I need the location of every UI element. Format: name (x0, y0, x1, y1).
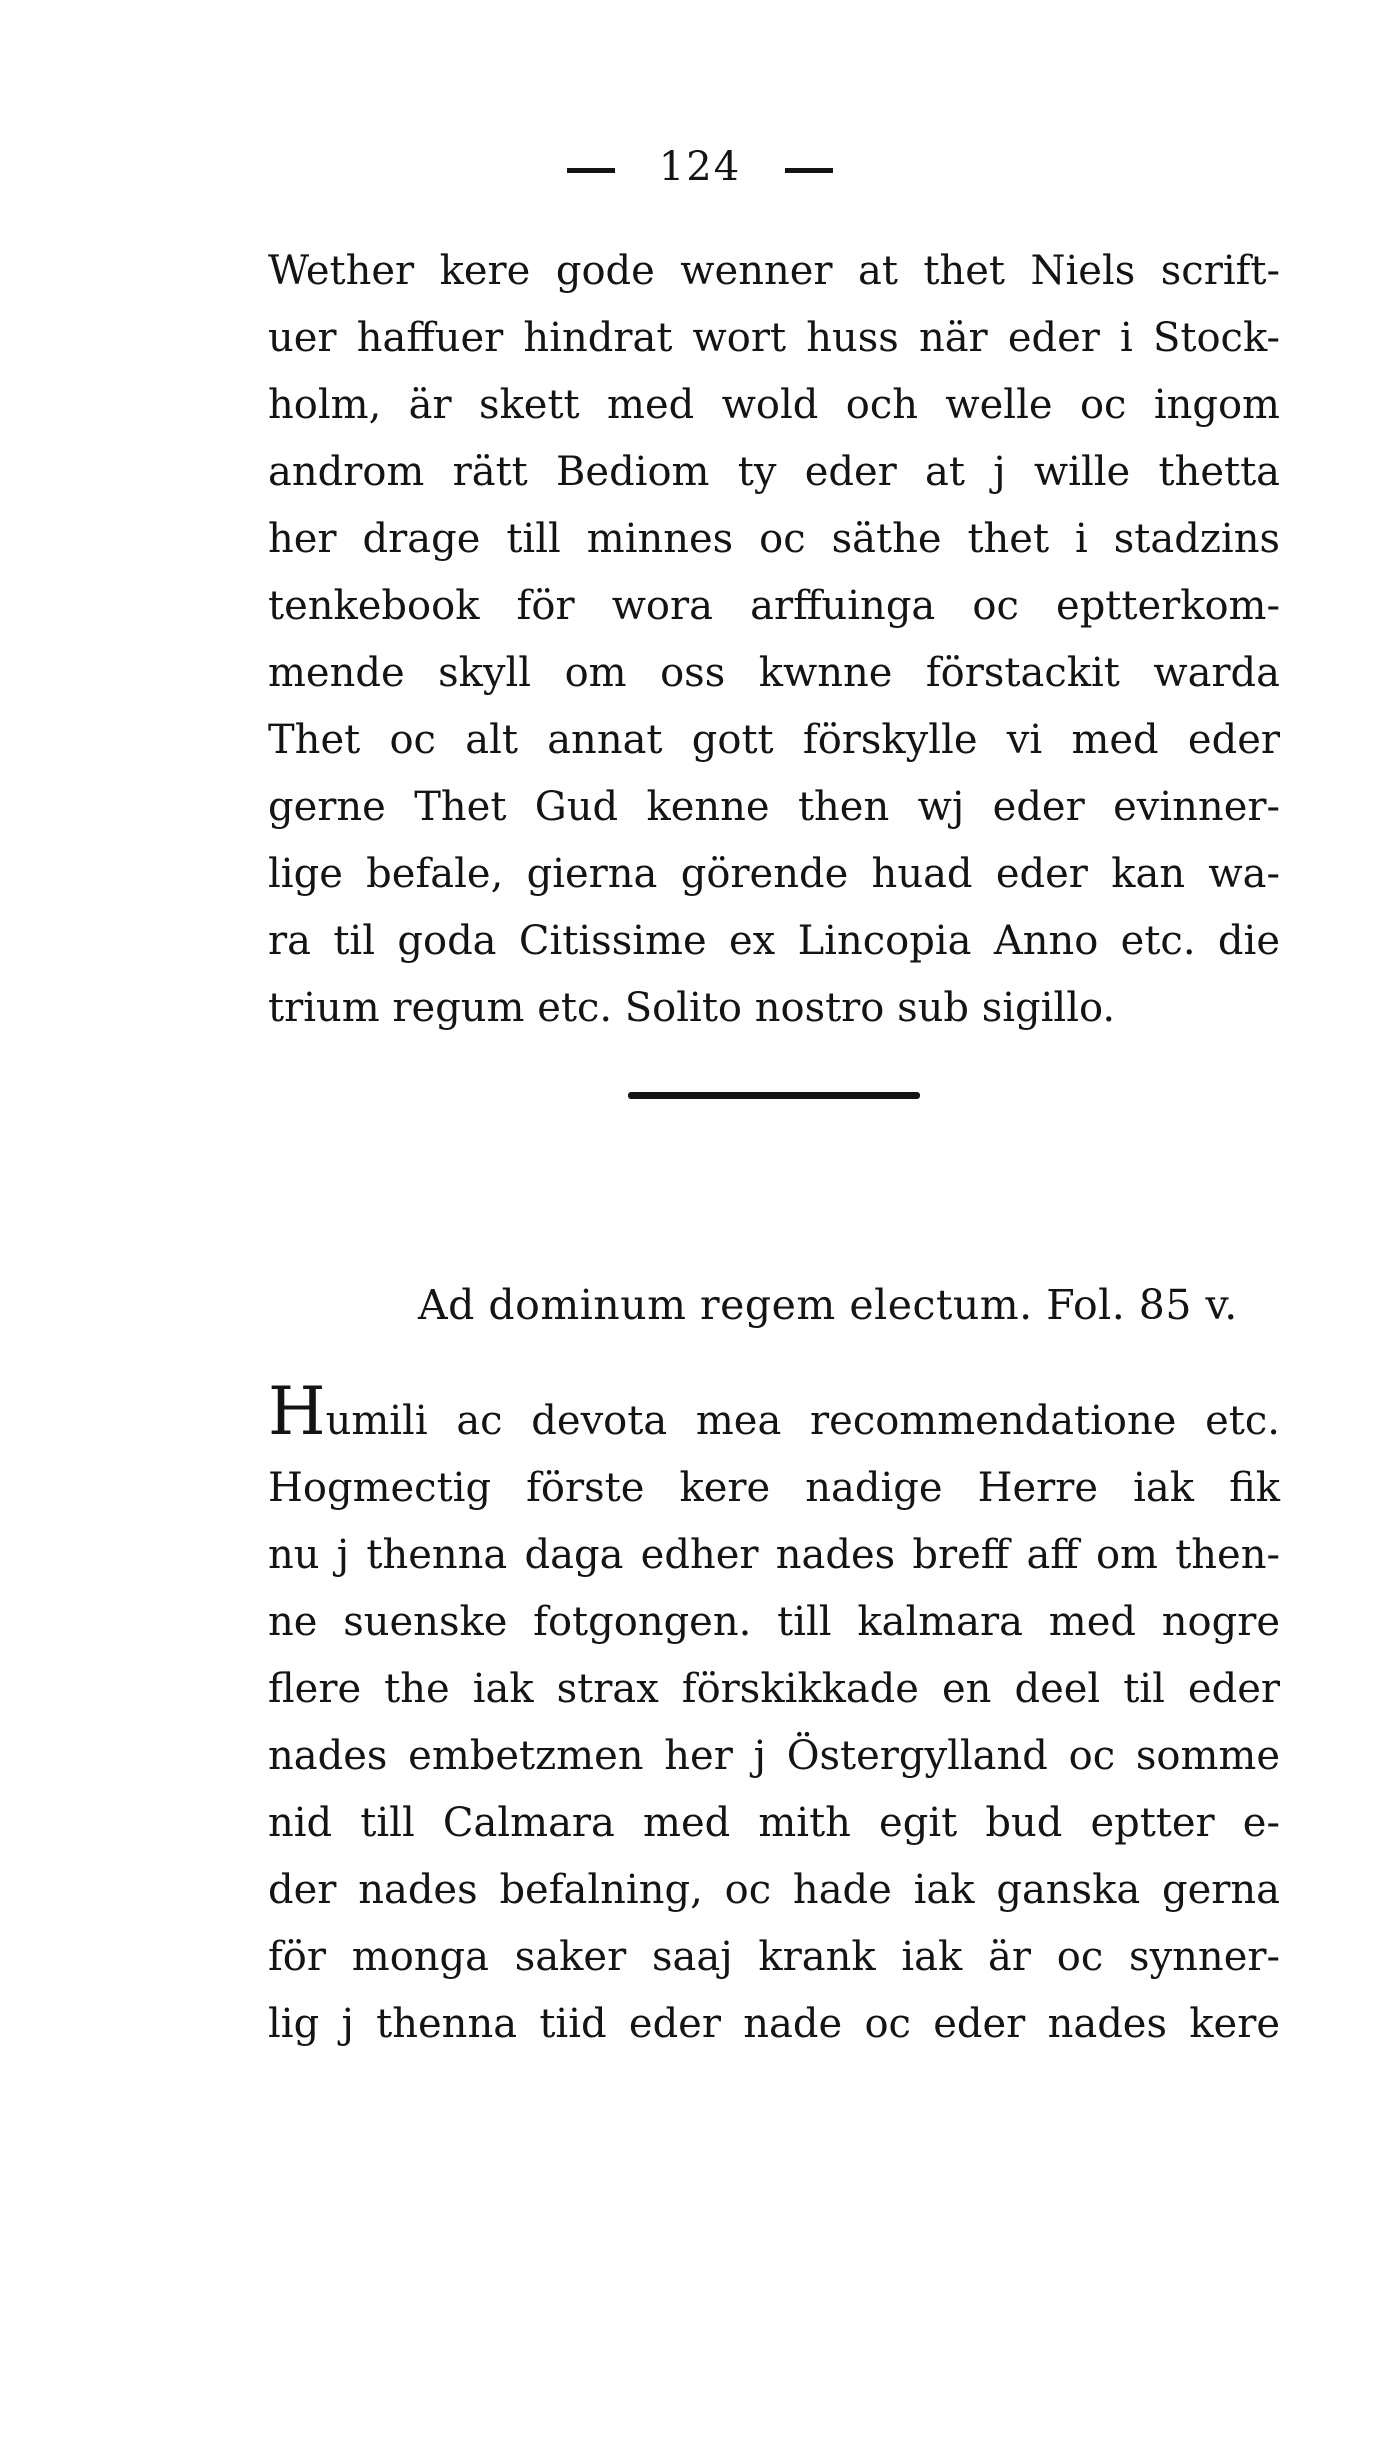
text-line: gerne Thet Gud kenne then wj eder evinner- (268, 784, 1280, 830)
page-header (0, 142, 1400, 192)
text-line: der nades befalning, oc hade iak ganska gerna (268, 1867, 1280, 1913)
text-line: trium regum etc. Solito nostro sub sigillo. (268, 985, 1116, 1031)
text-line: ne suenske fotgongen. till kalmara med nogre (268, 1599, 1280, 1645)
section-divider (628, 1092, 920, 1099)
header-dash-left (567, 168, 615, 173)
text-line: her drage till minnes oc säthe thet i stadzins (268, 516, 1280, 562)
drop-cap-initial: H (268, 1373, 326, 1450)
text-line: mende skyll om oss kwnne förstackit warda (268, 650, 1280, 696)
header-dash-right (785, 168, 833, 173)
text-line: holm, är skett med wold och welle oc ingom (268, 382, 1280, 428)
letter-2-body (268, 1373, 1280, 2058)
text-line: Hogmectig förste kere nadige Herre iak fik (268, 1465, 1280, 1511)
first-line-text: umili ac devota mea recommendatione etc. (325, 1398, 1280, 1444)
text-line: uer haffuer hindrat wort huss när eder i Stock- (268, 315, 1280, 361)
text-line: lige befale, gierna görende huad eder kan wa- (268, 851, 1280, 897)
letter-1-body (268, 238, 1280, 1042)
letter-2-heading: Ad dominum regem electum. Fol. 85 v. (418, 1281, 1238, 1329)
text-line: flere the iak strax förskikkade en deel til eder (268, 1666, 1280, 1712)
text-line: nu j thenna daga edher nades breff aff om then- (268, 1532, 1280, 1578)
text-line: ra til goda Citissime ex Lincopia Anno etc. die (268, 918, 1280, 964)
text-line: Thet oc alt annat gott förskylle vi med eder (268, 717, 1280, 763)
text-line: Wether kere gode wenner at thet Niels scrift- (268, 248, 1280, 294)
text-line: nid till Calmara med mith egit bud eptter e- (268, 1800, 1280, 1846)
text-line-first (268, 1373, 1280, 1455)
text-line: androm rätt Bediom ty eder at j wille thetta (268, 449, 1280, 495)
text-line: tenkebook för wora arffuinga oc eptterkom- (268, 583, 1280, 629)
text-line: lig j thenna tiid eder nade oc eder nades kere (268, 2001, 1280, 2047)
text-line: nades embetzmen her j Östergylland oc somme (268, 1733, 1280, 1779)
text-line: för monga saker saaj krank iak är oc synner- (268, 1934, 1280, 1980)
page-number: 124 (658, 144, 742, 190)
